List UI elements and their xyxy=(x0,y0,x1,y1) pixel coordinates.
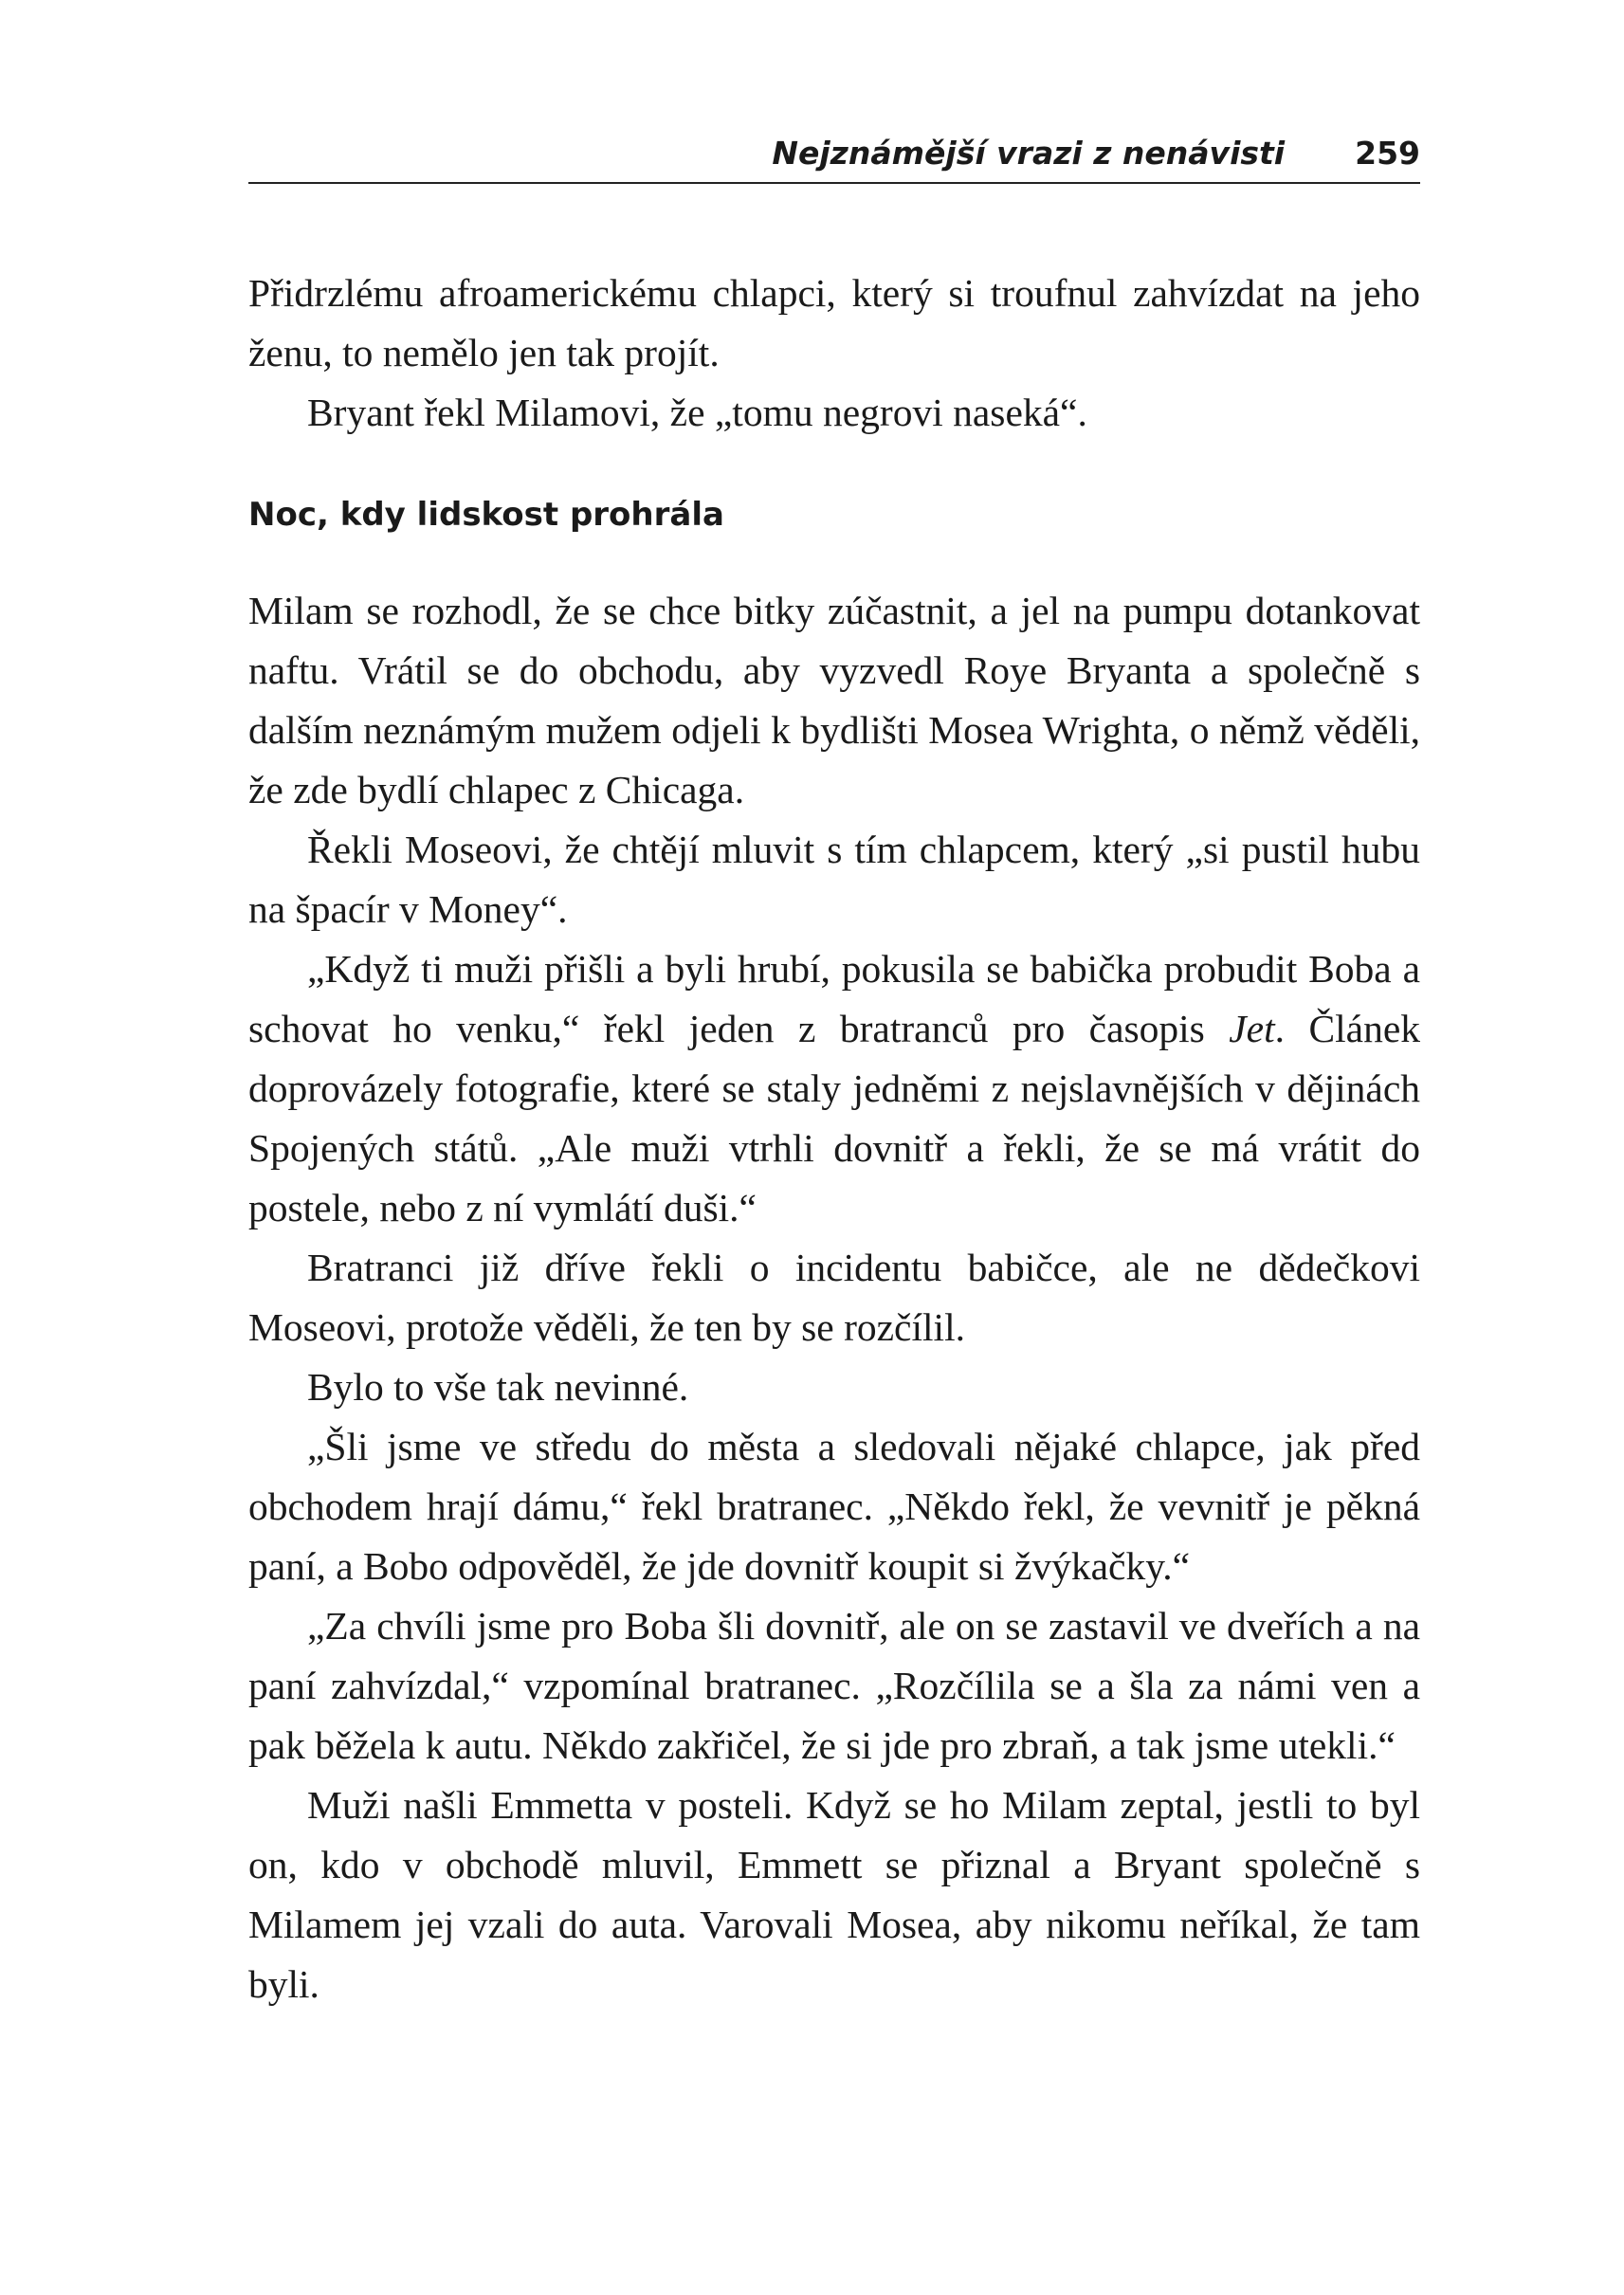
page-number: 259 xyxy=(1355,135,1420,172)
paragraph: Bratranci již dříve řekli o incidentu babičce, ale ne dědečkovi Moseovi, protože věděli, že ten by se rozčílil. xyxy=(248,1246,1420,1349)
paragraph-text: . Článek doprovázely fotografie, které se staly jedněmi z nejslavnějších v dějinách Spojených států. „Ale muži vtrhli dovnitř a řekli, že se má vrátit do postele, nebo z ní vymlátí duši.“ xyxy=(248,1007,1420,1229)
running-header-title: Nejznámější vrazi z nenávisti xyxy=(772,135,1286,172)
paragraph: Přidrzlému afroamerickému chlapci, který si troufnul zahvízdat na jeho ženu, to nemělo jen tak projít. xyxy=(248,271,1420,374)
paragraph: „Šli jsme ve středu do města a sledovali nějaké chlapce, jak před obchodem hrají dámu,“ řekl bratranec. „Někdo řekl, že vevnitř je pěkná paní, a Bobo odpověděl, že jde dovnitř koupit si žvýkačky.“ xyxy=(248,1425,1420,1588)
paragraph: Milam se rozhodl, že se chce bitky zúčastnit, a jel na pumpu dotankovat naftu. Vrátil se do obchodu, aby vyzvedl Roye Bryanta a společně s dalším neznámým mužem odjeli k bydlišti Mosea Wrighta, o němž věděli, že zde bydlí chlapec z Chicaga. xyxy=(248,589,1420,811)
paragraph: Muži našli Emmetta v posteli. Když se ho Milam zeptal, jestli to byl on, kdo v obchodě mluvil, Emmett se přiznal a Bryant společně s Milamem jej vzali do auta. Varovali Mosea, aby nikomu neříkal, že tam byli. xyxy=(248,1783,1420,2006)
paragraph-text: „Když ti muži přišli a byli hrubí, pokusila se babička probudit Boba a schovat ho venku,“ řekl jeden z bratranců pro časopis xyxy=(248,947,1420,1050)
running-header xyxy=(248,125,1420,184)
magazine-title: Jet xyxy=(1229,1007,1275,1050)
paragraph: Bryant řekl Milamovi, že „tomu negrovi naseká“. xyxy=(307,391,1087,434)
paragraph: „Za chvíli jsme pro Boba šli dovnitř, ale on se zastavil ve dveřích a na paní zahvízdal,“ vzpomínal bratranec. „Rozčílila se a šla za námi ven a pak běžela k autu. Někdo zakřičel, že si jde pro zbraň, a tak jsme utekli.“ xyxy=(248,1604,1420,1767)
paragraph: Řekli Moseovi, že chtějí mluvit s tím chlapcem, který „si pustil hubu na špacír v Money“. xyxy=(248,828,1420,931)
body-text xyxy=(248,264,1420,2014)
paragraph: Bylo to vše tak nevinné. xyxy=(307,1365,689,1409)
section-heading: Noc, kdy lidskost prohrála xyxy=(248,496,724,534)
paragraph xyxy=(248,939,1420,1238)
